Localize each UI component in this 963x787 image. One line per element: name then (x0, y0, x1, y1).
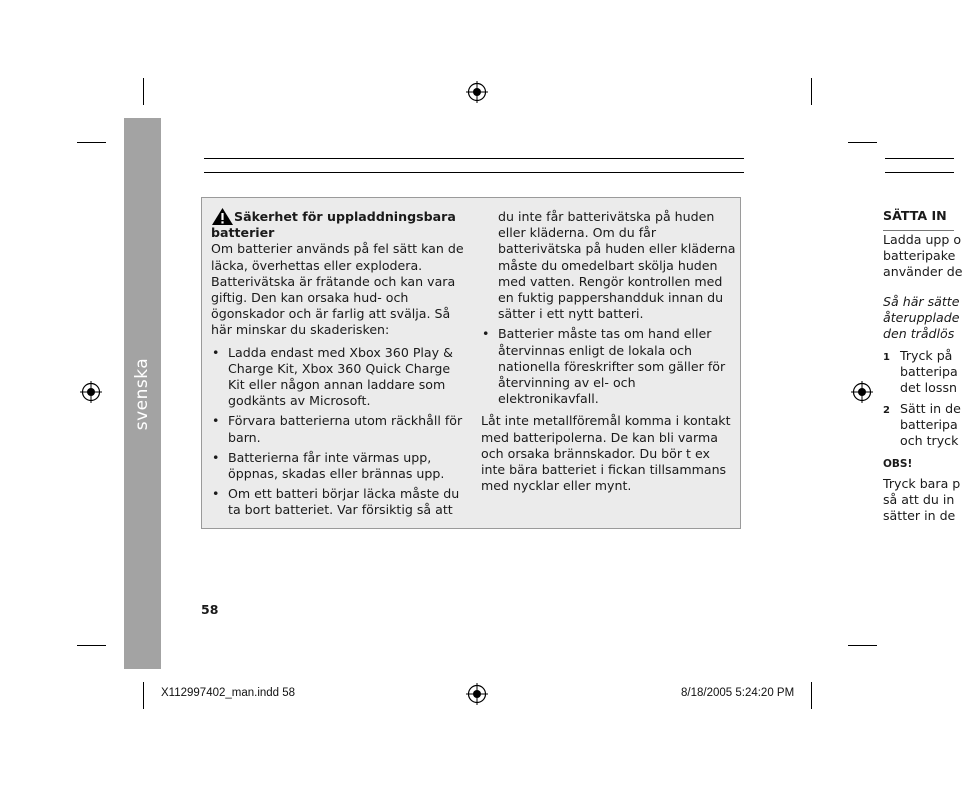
crop-mark (143, 78, 144, 105)
text-line: batteripa (900, 364, 958, 379)
text-line: med nycklar eller mynt. (481, 478, 632, 494)
registration-mark-icon (466, 683, 488, 705)
header-rule (204, 158, 744, 159)
crop-mark (77, 645, 106, 646)
text-line: det lossn (900, 380, 957, 395)
text-line: Kit eller någon annan laddare som (228, 377, 446, 393)
text-line: elektronikavfall. (498, 391, 599, 407)
crop-mark (811, 682, 812, 709)
list-item (211, 345, 466, 410)
text-line: så att du in (883, 492, 955, 507)
note-label: OBS! (883, 458, 913, 470)
warning-heading (211, 209, 466, 241)
closing-paragraph (481, 413, 737, 494)
list-item (481, 326, 737, 407)
text-line: Charge Kit, Xbox 360 Quick Charge (228, 360, 451, 376)
page-number: 58 (201, 602, 219, 617)
footer-datetime: 8/18/2005 5:24:20 PM (681, 687, 795, 699)
text-line: sätter i ett nytt batteri. (498, 306, 644, 322)
text-line: batteripa (900, 417, 958, 432)
warning-right-column (481, 209, 737, 494)
warning-heading-line: batterier (211, 225, 275, 241)
list-item (211, 486, 466, 518)
text-line: öppnas, skadas eller brännas upp. (228, 466, 445, 482)
registration-mark-icon (466, 81, 488, 103)
title-underline (883, 230, 954, 231)
text-line: eller kläderna. Om du får (498, 225, 657, 241)
text-line: Ladda endast med Xbox 360 Play & (228, 344, 453, 360)
text-line: batteripake (883, 248, 956, 263)
crop-mark (811, 78, 812, 105)
crop-mark (77, 142, 106, 143)
warning-intro (211, 241, 466, 338)
text-line: sätter in de (883, 508, 956, 523)
text-line: läcka, överhettas eller explodera. (211, 257, 423, 273)
text-line: Förvara batterierna utom räckhåll för (228, 413, 463, 429)
text-line: använder de (883, 264, 963, 279)
text-line: giftig. Den kan orsaka hud- och (211, 290, 409, 306)
warning-left-column (211, 209, 466, 519)
warning-heading-line: Säkerhet för uppladdningsbara (234, 209, 456, 224)
text-line: återvinning av el- och (498, 375, 636, 391)
next-page-column (883, 0, 963, 787)
text-line: här minskar du skaderisken: (211, 322, 390, 338)
text-line: Tryck bara p (883, 476, 961, 491)
header-rule (204, 172, 744, 173)
text-line: du inte får batterivätska på huden (498, 209, 715, 224)
text-line: ta bort batteriet. Var försiktig så att (228, 502, 453, 518)
text-line: ögonskador och är farlig att svälja. Så (211, 306, 451, 322)
crop-mark (848, 142, 877, 143)
section-title: SÄTTA IN (883, 208, 947, 223)
text-line: Låt inte metallföremål komma i kontakt (481, 413, 731, 429)
text-line: inte bära batteriet i fickan tillsammans (481, 462, 727, 478)
text-line: Batterivätska är frätande och kan vara (211, 273, 456, 289)
text-line: en fuktig pappershandduk innan du (498, 290, 724, 306)
registration-mark-icon (80, 381, 102, 403)
text-line: återvinnas enligt de lokala och (498, 342, 693, 358)
crop-mark (143, 682, 144, 709)
registration-mark-icon (851, 381, 873, 403)
text-line: Sätt in de (900, 401, 961, 416)
text-line: Om batterier används på fel sätt kan de (211, 241, 464, 257)
text-line: nationella föreskrifter som gäller för (498, 358, 726, 374)
text-line: Om ett batteri börjar läcka måste du (228, 486, 460, 502)
text-line: måste du omedelbart skölja huden (498, 257, 718, 273)
text-line: återupplade (883, 310, 960, 325)
bullet-continuation (481, 209, 737, 322)
text-line: den trådlös (883, 326, 955, 341)
text-line: och tryck (900, 433, 959, 448)
text-line: Batterierna får inte värmas upp, (228, 449, 432, 465)
warning-heading-text (211, 209, 456, 241)
footer-file-name: X112997402_man.indd 58 (161, 687, 296, 699)
text-line: Ladda upp o (883, 232, 962, 247)
language-tab-label: svenska (132, 357, 152, 431)
text-line: med batteripolerna. De kan bli varma (481, 429, 718, 445)
text-line: Så här sätte (883, 294, 960, 309)
step-number: 2 (883, 405, 890, 416)
text-line: batterivätska på huden eller kläderna (498, 241, 736, 257)
safety-bullet-list (211, 345, 466, 519)
crop-mark (848, 645, 877, 646)
list-item (211, 413, 466, 445)
step-number: 1 (883, 352, 890, 363)
text-line: med vatten. Rengör kontrollen med (498, 273, 723, 289)
text-line: Tryck på (900, 348, 953, 363)
text-line: Batterier måste tas om hand eller (498, 326, 712, 342)
warning-triangle-icon (211, 207, 234, 226)
list-item (211, 450, 466, 482)
text-line: godkänts av Microsoft. (228, 393, 371, 409)
safety-bullet-list (481, 326, 737, 407)
text-line: och orsaka brännskador. Du bör t ex (481, 445, 710, 461)
text-line: barn. (228, 429, 261, 445)
